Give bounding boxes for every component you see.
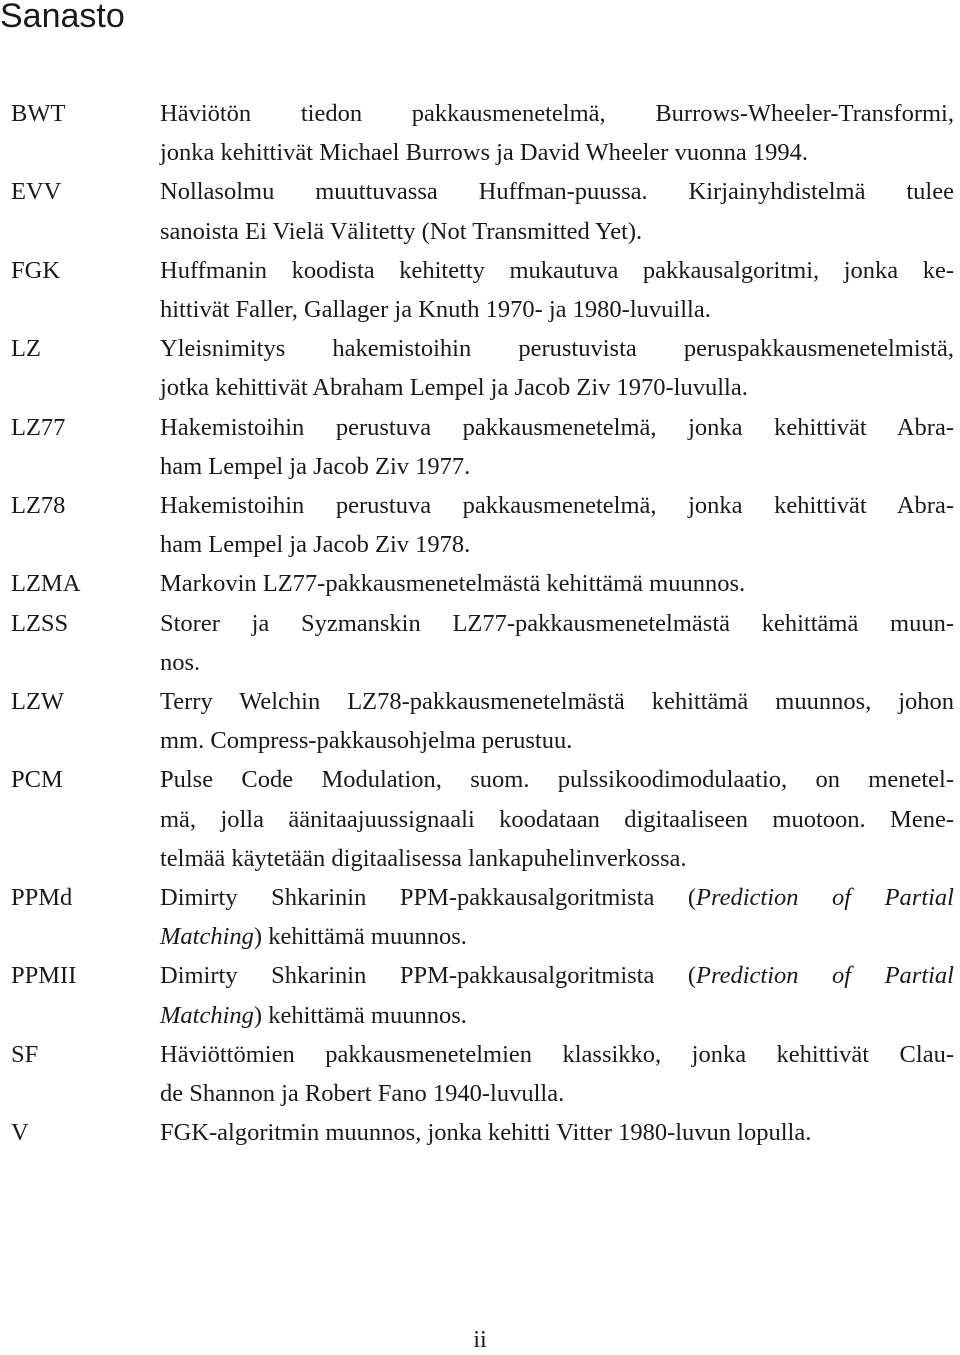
definition-line [160, 996, 954, 1035]
glossary-term: LZ77 [11, 413, 66, 441]
definition-italic-text: Matching [160, 1001, 254, 1029]
glossary-entry-ppmd [0, 878, 960, 956]
page-number: ii [473, 1326, 487, 1353]
glossary-entry-pcm [0, 760, 960, 878]
definition-line [160, 878, 954, 917]
glossary-term: EVV [11, 178, 62, 206]
definition-line: nos. [160, 648, 201, 676]
definition-line [160, 956, 954, 995]
glossary-definition [160, 251, 956, 329]
glossary-definition [160, 94, 956, 172]
glossary-term: PPMII [11, 962, 77, 990]
definition-italic-text: Matching [160, 923, 254, 951]
definition-line: ham Lempel ja Jacob Ziv 1977. [160, 452, 471, 480]
glossary-term: PCM [11, 766, 63, 794]
definition-text: ) kehittämä muunnos. [253, 923, 467, 951]
glossary-term: LZ78 [11, 492, 66, 520]
definition-line: de Shannon ja Robert Fano 1940-luvulla. [160, 1080, 565, 1108]
glossary-term: LZSS [11, 609, 69, 637]
glossary-term: LZ [11, 335, 41, 363]
glossary-term: V [11, 1119, 29, 1147]
definition-line: Häviötön tiedon pakkausmenetelmä, Burrows-Wheeler-Transformi, [160, 100, 954, 127]
glossary-entry-fgk [0, 251, 960, 329]
definition-line: Yleisnimitys hakemistoihin perustuvista peruspakkausmenetelmistä, [160, 335, 954, 363]
glossary-definition [160, 408, 956, 486]
glossary-definition [160, 760, 956, 878]
glossary-definition [160, 564, 956, 603]
definition-line: jonka kehittivät Michael Burrows ja David Wheeler vuonna 1994. [160, 139, 808, 167]
glossary-definition [160, 486, 956, 564]
glossary-definition [160, 172, 956, 250]
glossary-entry-v [0, 1113, 960, 1152]
definition-italic-text: Prediction of Partial [696, 884, 954, 912]
definition-line: Häviöttömien pakkausmenetelmien klassikko, jonka kehittivät Clau- [160, 1040, 954, 1068]
definition-line: jotka kehittivät Abraham Lempel ja Jacob Ziv 1970-luvulla. [160, 374, 748, 402]
glossary-term: LZMA [11, 570, 81, 598]
glossary-entry-lzma [0, 564, 960, 603]
glossary-definition [160, 1113, 956, 1152]
definition-line: ham Lempel ja Jacob Ziv 1978. [160, 531, 471, 559]
glossary-entry-bwt [0, 94, 960, 172]
glossary-entry-lz [0, 329, 960, 407]
glossary-entry-lzss [0, 604, 960, 682]
glossary-term: FGK [11, 256, 61, 284]
glossary-definition [160, 682, 956, 760]
glossary-entry-evv [0, 172, 960, 250]
definition-line: Hakemistoihin perustuva pakkausmenetelmä, jonka kehittivät Abra- [160, 413, 954, 441]
page-title: Sanasto [0, 0, 125, 35]
definition-line: mm. Compress-pakkausohjelma perustuu. [160, 727, 573, 755]
definition-line: Markovin LZ77-pakkausmenetelmästä kehittämä muunnos. [160, 570, 746, 598]
glossary-entry-sf [0, 1035, 960, 1113]
definition-line: Pulse Code Modulation, suom. pulssikoodimodulaatio, on menetel- [160, 766, 954, 794]
definition-line: Huffmanin koodista kehitetty mukautuva pakkausalgoritmi, jonka ke- [160, 256, 954, 284]
definition-line [160, 917, 954, 956]
glossary-definition [160, 1035, 956, 1113]
definition-text: ) kehittämä muunnos. [253, 1001, 467, 1029]
definition-text: Dimirty Shkarinin PPM-pakkausalgoritmista ( [160, 962, 697, 990]
glossary-entry-ppmii [0, 956, 960, 1034]
glossary-entry-lzw [0, 682, 960, 760]
glossary-list [0, 94, 960, 1152]
definition-line: Nollasolmu muuttuvassa Huffman-puussa. Kirjainyhdistelmä tulee [160, 178, 954, 206]
definition-text: Dimirty Shkarinin PPM-pakkausalgoritmista ( [160, 884, 697, 912]
glossary-term: BWT [11, 100, 66, 127]
glossary-definition [160, 604, 956, 682]
definition-line: FGK-algoritmin muunnos, jonka kehitti Vitter 1980-luvun lopulla. [160, 1119, 812, 1147]
glossary-definition [160, 956, 956, 1034]
definition-line: sanoista Ei Vielä Välitetty (Not Transmitted Yet). [160, 217, 643, 245]
glossary-term: LZW [11, 688, 65, 716]
glossary-term: SF [11, 1040, 39, 1068]
definition-line: hittivät Faller, Gallager ja Knuth 1970- ja 1980-luvuilla. [160, 296, 711, 324]
definition-italic-text: Prediction of Partial [696, 962, 954, 990]
definition-line: Hakemistoihin perustuva pakkausmenetelmä, jonka kehittivät Abra- [160, 492, 954, 520]
glossary-term: PPMd [11, 884, 73, 912]
glossary-entry-lz77 [0, 408, 960, 486]
glossary-definition [160, 329, 956, 407]
definition-line: Storer ja Syzmanskin LZ77-pakkausmenetelmästä kehittämä muun- [160, 609, 954, 637]
glossary-entry-lz78 [0, 486, 960, 564]
definition-line: telmää käytetään digitaalisessa lankapuhelinverkossa. [160, 844, 687, 872]
definition-line: Terry Welchin LZ78-pakkausmenetelmästä kehittämä muunnos, johon [160, 688, 954, 716]
definition-line: mä, jolla äänitaajuussignaali koodataan digitaaliseen muotoon. Mene- [160, 805, 954, 833]
glossary-definition [160, 878, 956, 956]
